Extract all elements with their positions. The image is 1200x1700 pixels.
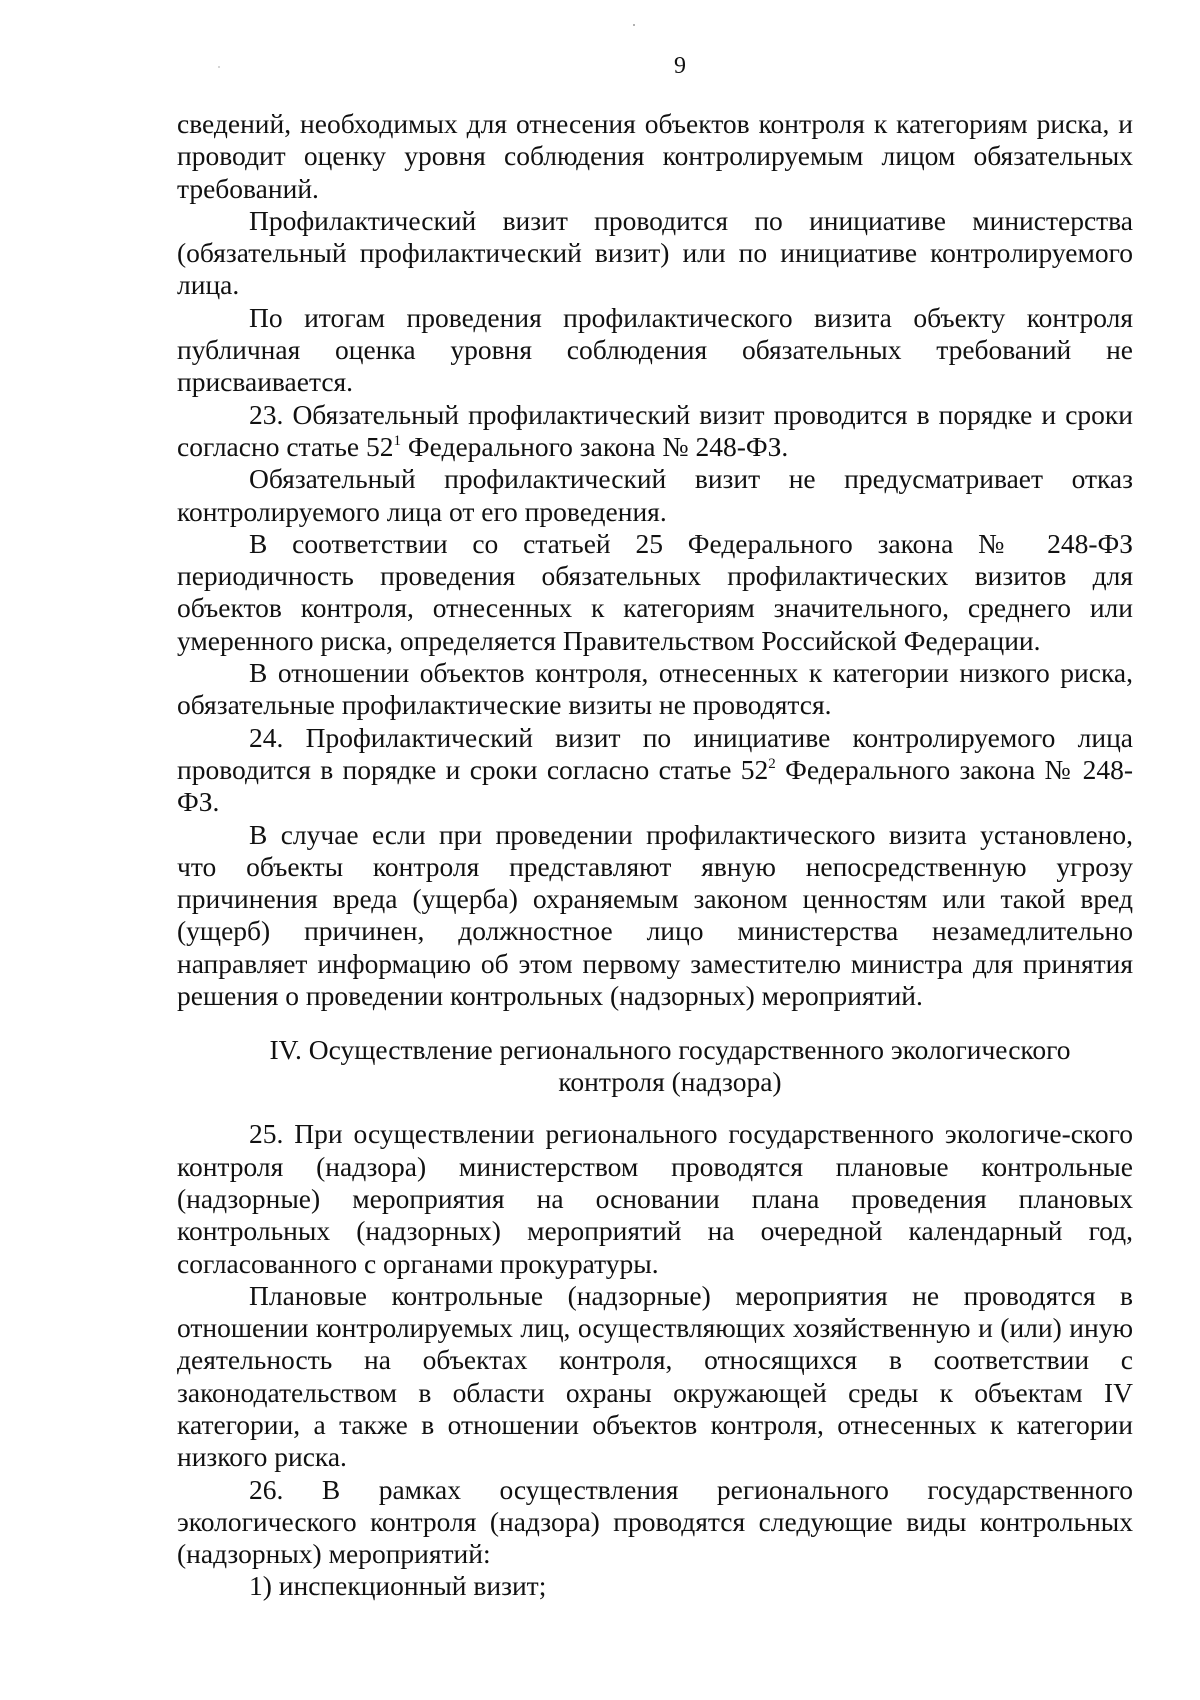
page-number: 9: [674, 53, 686, 79]
paragraph: По итогам проведения профилактического визита объекту контроля публичная оценка уровня соблюдения обязательных требований не присваивается.: [177, 301, 1133, 398]
paragraph: В соответствии со статьей 25 Федерального закона № 248-ФЗ периодичность проведения обязательных профилактических визитов для объектов контроля, отнесенных к категориям значительного, среднего или умеренного риска, определяется Правительством Российской Федерации.: [177, 527, 1133, 656]
paragraph-text: 23. Обязательный профилактический визит проводится в порядке и сроки согласно статье 52: [177, 398, 1133, 462]
paragraph-text: Федерального закона № 248-ФЗ.: [177, 753, 1133, 818]
scan-speck: [633, 24, 635, 26]
paragraph-item-26: 26. В рамках осуществления регионального государственного экологического контроля (надзора) проводятся следующие виды контрольных (надзорных) мероприятий:: [177, 1473, 1133, 1570]
paragraph: Плановые контрольные (надзорные) мероприятия не проводятся в отношении контролируемых лиц, осуществляющих хозяйственную и (или) иную деятельность на объектах контроля, относящихся в соответствии с законодательством в области охраны окружающей среды к объектам IV категории, а также в отношении объектов контроля, отнесенных к категории низкого риска.: [177, 1279, 1133, 1473]
paragraph: В случае если при проведении профилактического визита установлено, что объекты контроля представляют явную непосредственную угрозу причинения вреда (ущерба) охраняемым законом ценностям или такой вред (ущерб) причинен, должностное лицо министерства незамедлительно направляет информацию об этом первому заместителю министра для принятия решения о проведении контрольных (надзорных) мероприятий.: [177, 818, 1133, 1012]
paragraph-text: 24. Профилактический визит по инициативе контролируемого лица проводится в порядке и сроки согласно статье 52: [177, 721, 1133, 785]
section-heading: IV. Осуществление регионального государственного экологического контроля (надзора): [269, 1034, 1071, 1098]
superscript: 2: [768, 755, 776, 772]
paragraph-item-24: [177, 722, 1133, 819]
document-body: [177, 108, 1133, 1603]
paragraph: Профилактический визит проводится по инициативе министерства (обязательный профилактический визит) или по инициативе контролируемого лица.: [177, 204, 1133, 301]
paragraph-item-25: 25. При осуществлении регионального государственного экологиче-ского контроля (надзора) министерством проводятся плановые контрольные (надзорные) мероприятия на основании плана проведения плановых контрольных (надзорных) мероприятий на очередной календарный год, согласованного с органами прокуратуры.: [177, 1118, 1133, 1279]
paragraph-text: Федерального закона № 248-ФЗ.: [401, 430, 789, 462]
paragraph-item-23: [177, 399, 1133, 464]
superscript: 1: [393, 432, 402, 449]
paragraph: Обязательный профилактический визит не предусматривает отказ контролируемого лица от его проведения.: [177, 463, 1133, 527]
paragraph: В отношении объектов контроля, отнесенных к категории низкого риска, обязательные профилактические визиты не проводятся.: [177, 657, 1133, 721]
paragraph: сведений, необходимых для отнесения объектов контроля к категориям риска, и проводит оценку уровня соблюдения контролируемым лицом обязательных требований.: [177, 108, 1133, 204]
list-item: 1) инспекционный визит;: [249, 1570, 547, 1602]
